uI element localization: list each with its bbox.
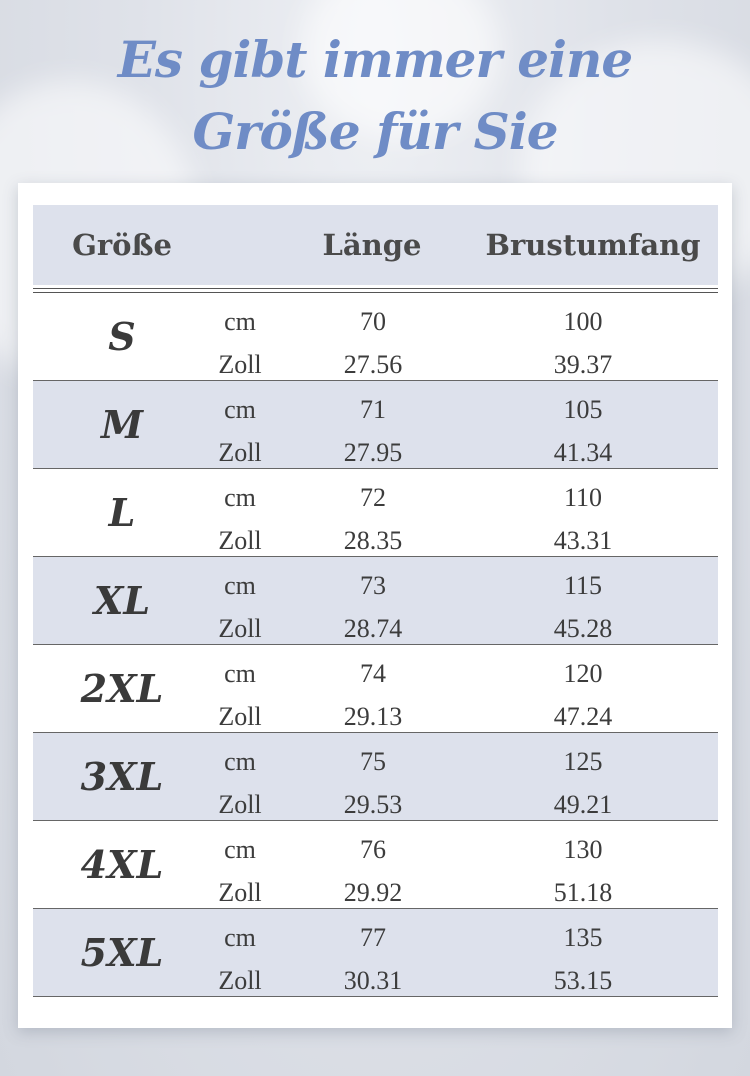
length-inch-value: 30.31 bbox=[343, 966, 403, 995]
length-cm-value: 71 bbox=[360, 395, 386, 424]
chest-cm-value: 130 bbox=[563, 835, 603, 864]
length-inch-value: 28.74 bbox=[343, 614, 403, 643]
unit-cm-label: cm bbox=[224, 835, 256, 864]
chest-inch-value: 53.15 bbox=[553, 966, 613, 995]
unit-inch-label: Zoll bbox=[218, 614, 262, 643]
chest-cm-value: 125 bbox=[563, 747, 603, 776]
header-chest: Brustumfang bbox=[485, 228, 701, 262]
chest-inch-value: 39.37 bbox=[553, 350, 613, 379]
table-row bbox=[33, 469, 718, 557]
unit-inch-label: Zoll bbox=[218, 790, 262, 819]
header-size: Größe bbox=[72, 228, 172, 262]
unit-cm-label: cm bbox=[224, 747, 256, 776]
chest-cm-value: 110 bbox=[563, 483, 603, 512]
size-label: 3XL bbox=[80, 754, 164, 799]
size-label: 2XL bbox=[80, 666, 164, 711]
table-row bbox=[33, 909, 718, 997]
length-inch-value: 29.13 bbox=[343, 702, 403, 731]
unit-cm-label: cm bbox=[224, 571, 256, 600]
chest-inch-value: 41.34 bbox=[553, 438, 613, 467]
length-cm-value: 72 bbox=[360, 483, 386, 512]
chest-cm-value: 100 bbox=[563, 307, 603, 336]
unit-cm-label: cm bbox=[224, 483, 256, 512]
length-cm-value: 74 bbox=[360, 659, 386, 688]
length-cm-value: 76 bbox=[360, 835, 386, 864]
table-row bbox=[33, 645, 718, 733]
table-header bbox=[33, 205, 718, 285]
chest-cm-value: 135 bbox=[563, 923, 603, 952]
header-length: Länge bbox=[322, 228, 422, 262]
table-row bbox=[33, 293, 718, 381]
unit-cm-label: cm bbox=[224, 923, 256, 952]
chest-cm-value: 120 bbox=[563, 659, 603, 688]
table-row bbox=[33, 821, 718, 909]
unit-inch-label: Zoll bbox=[218, 438, 262, 467]
size-label: 5XL bbox=[80, 930, 164, 975]
chest-inch-value: 43.31 bbox=[553, 526, 613, 555]
length-inch-value: 27.56 bbox=[343, 350, 403, 379]
unit-inch-label: Zoll bbox=[218, 702, 262, 731]
size-label: 4XL bbox=[80, 842, 164, 887]
unit-cm-label: cm bbox=[224, 307, 256, 336]
length-inch-value: 28.35 bbox=[343, 526, 403, 555]
length-inch-value: 29.53 bbox=[343, 790, 403, 819]
size-label: L bbox=[108, 490, 136, 535]
unit-inch-label: Zoll bbox=[218, 350, 262, 379]
length-cm-value: 70 bbox=[360, 307, 386, 336]
table-row bbox=[33, 381, 718, 469]
unit-cm-label: cm bbox=[224, 659, 256, 688]
page-title-line1: Es gibt immer eine bbox=[117, 30, 633, 89]
size-label: M bbox=[100, 402, 144, 447]
page-title bbox=[0, 24, 750, 168]
length-cm-value: 77 bbox=[360, 923, 386, 952]
table-body bbox=[33, 293, 718, 997]
chest-inch-value: 47.24 bbox=[553, 702, 613, 731]
length-inch-value: 29.92 bbox=[343, 878, 403, 907]
size-label: XL bbox=[93, 578, 151, 623]
size-chart-card bbox=[18, 183, 732, 1028]
chest-inch-value: 45.28 bbox=[553, 614, 613, 643]
size-chart-table bbox=[33, 205, 718, 997]
table-row bbox=[33, 557, 718, 645]
unit-cm-label: cm bbox=[224, 395, 256, 424]
length-cm-value: 75 bbox=[360, 747, 386, 776]
length-inch-value: 27.95 bbox=[343, 438, 403, 467]
unit-inch-label: Zoll bbox=[218, 526, 262, 555]
unit-inch-label: Zoll bbox=[218, 966, 262, 995]
chest-cm-value: 105 bbox=[563, 395, 603, 424]
page-title-line2: Größe für Sie bbox=[192, 102, 558, 161]
length-cm-value: 73 bbox=[360, 571, 386, 600]
chest-inch-value: 49.21 bbox=[553, 790, 613, 819]
unit-inch-label: Zoll bbox=[218, 878, 262, 907]
table-row bbox=[33, 733, 718, 821]
chest-inch-value: 51.18 bbox=[553, 878, 613, 907]
chest-cm-value: 115 bbox=[563, 571, 603, 600]
size-label: S bbox=[108, 314, 136, 359]
